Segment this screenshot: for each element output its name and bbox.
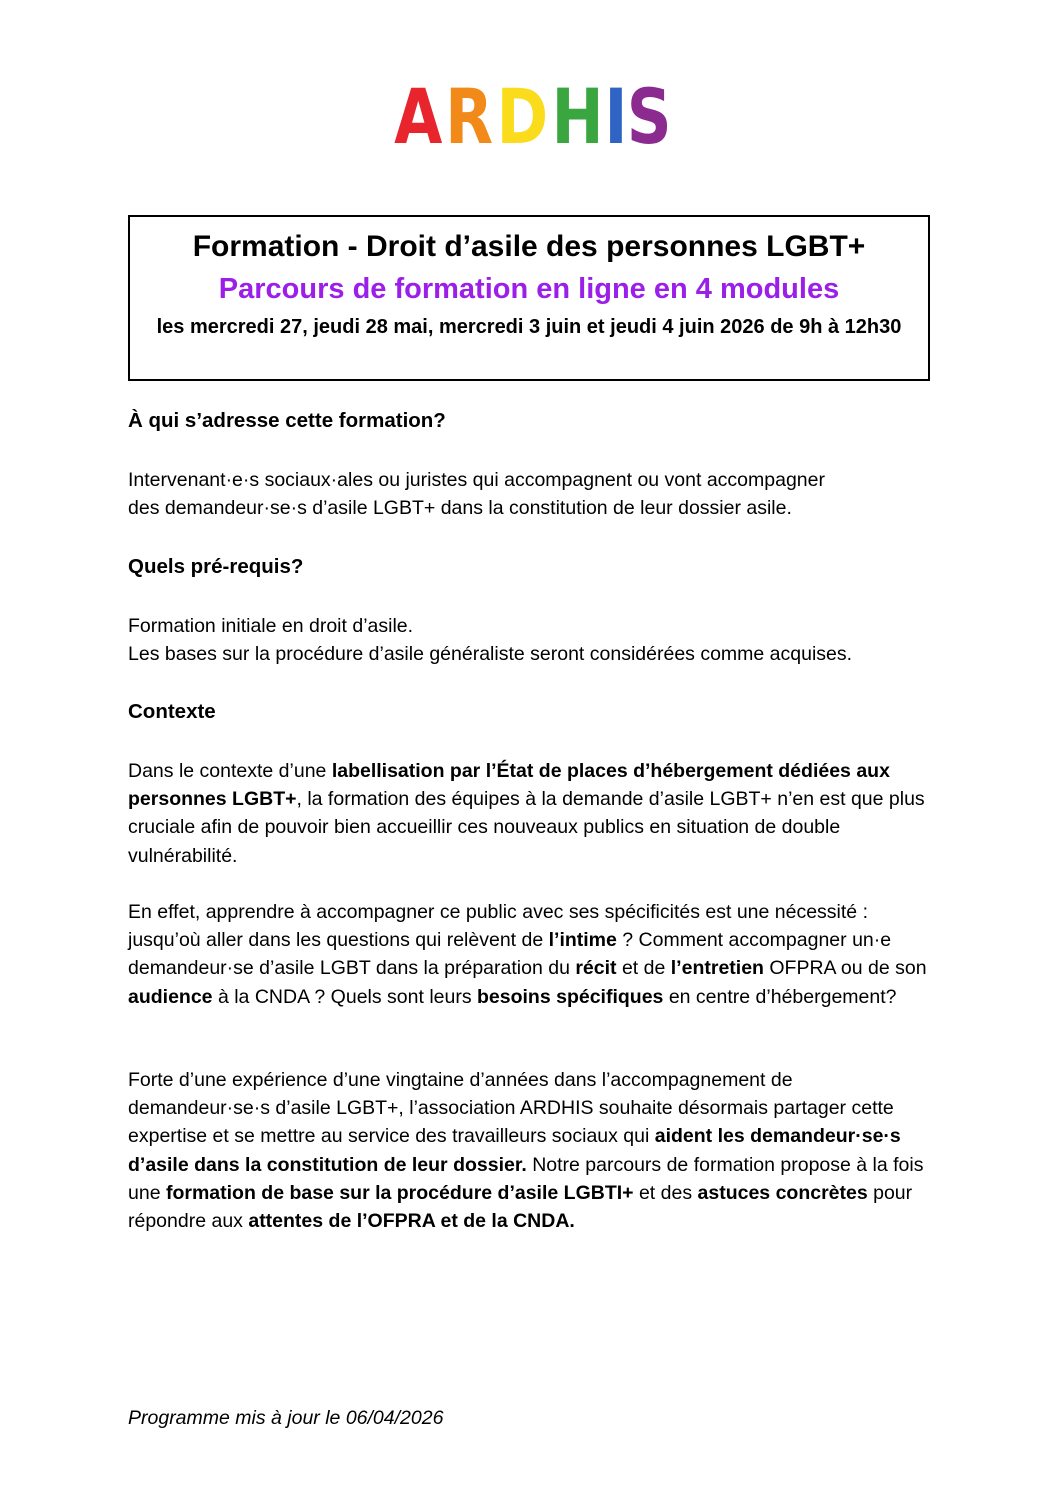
body-text: En effet, apprendre à accompagner ce public avec ses spécificités est une nécessité : jusqu’où aller dans les questions qui relèvent de bbox=[128, 901, 868, 952]
context-paragraph-3 bbox=[128, 1066, 938, 1235]
emphasis-text: l’entretien bbox=[670, 957, 764, 980]
prerequisites-text bbox=[128, 612, 938, 668]
emphasis-text: astuces concrètes bbox=[697, 1181, 868, 1204]
heading-context: Contexte bbox=[128, 700, 216, 723]
emphasis-text: audience bbox=[128, 985, 213, 1008]
prereq-line-1: Formation initiale en droit d’asile. bbox=[128, 615, 414, 637]
emphasis-text: formation de base sur la procédure d’asile LGBTI+ bbox=[165, 1181, 634, 1204]
emphasis-text: attentes de l’OFPRA et de la CNDA. bbox=[248, 1210, 575, 1233]
logo-letter: A bbox=[394, 72, 442, 161]
page-subtitle: Parcours de formation en ligne en 4 modules bbox=[218, 273, 840, 305]
audience-text bbox=[128, 466, 938, 522]
title-box bbox=[128, 215, 930, 381]
context-paragraph-1 bbox=[128, 757, 938, 870]
audience-line-1: Intervenant·e·s sociaux·ales ou juristes qui accompagnent ou vont accompagner bbox=[128, 469, 825, 491]
body-text: pour répondre aux bbox=[128, 1181, 913, 1233]
body-text: Notre parcours de formation propose à la fois une bbox=[128, 1153, 924, 1204]
logo-letter: S bbox=[626, 72, 670, 161]
update-note: Programme mis à jour le 06/04/2026 bbox=[128, 1407, 444, 1429]
logo-letter: D bbox=[496, 72, 547, 161]
logo-letter: R bbox=[445, 72, 492, 161]
body-text: Dans le contexte d’une bbox=[128, 760, 332, 782]
body-text: et des bbox=[633, 1181, 698, 1204]
heading-audience: À qui s’adresse cette formation? bbox=[128, 409, 446, 432]
ardhis-logo bbox=[394, 72, 670, 161]
page-title: Formation - Droit d’asile des personnes LGBT+ bbox=[192, 230, 866, 263]
logo-letter: I bbox=[603, 72, 626, 161]
emphasis-text: labellisation par l’État de places d’hébergement dédiées aux personnes LGBT+ bbox=[128, 760, 890, 811]
logo-letter: H bbox=[551, 72, 602, 161]
prereq-line-2: Les bases sur la procédure d’asile généraliste seront considérées comme acquises. bbox=[128, 643, 853, 666]
emphasis-text: besoins spécifiques bbox=[477, 985, 664, 1008]
emphasis-text: aident les demandeur·se·s d’asile dans la constitution de leur dossier. bbox=[128, 1125, 901, 1176]
body-text: , la formation des équipes à la demande d’asile LGBT+ n’en est que plus cruciale afin de pouvoir bien accueillir ces nouveaux publics en situation de double vulnérabilité. bbox=[128, 788, 925, 867]
body-text: OFPRA ou de son bbox=[763, 957, 927, 980]
body-text: en centre d’hébergement? bbox=[663, 985, 897, 1008]
context-paragraph-2 bbox=[128, 898, 938, 1011]
training-dates: les mercredi 27, jeudi 28 mai, mercredi 3 juin et jeudi 4 juin 2026 de 9h à 12h30 bbox=[156, 316, 902, 338]
emphasis-text: récit bbox=[575, 957, 617, 980]
heading-prerequisites: Quels pré-requis? bbox=[128, 555, 304, 578]
body-text: Forte d’une expérience d’une vingtaine d’années dans l’accompagnement de demandeur·se·s d’asile LGBT+, l’association ARDHIS souhaite désormais partager cette expertise et se mettre au service des travailleurs sociaux qui bbox=[128, 1069, 894, 1148]
body-text: à la CNDA ? Quels sont leurs bbox=[212, 985, 477, 1008]
audience-line-2: des demandeur·se·s d’asile LGBT+ dans la constitution de leur dossier asile. bbox=[128, 497, 792, 520]
body-text: ? Comment accompagner un·e demandeur·se d’asile LGBT dans la préparation du bbox=[128, 929, 892, 980]
emphasis-text: l’intime bbox=[548, 929, 617, 952]
body-text: et de bbox=[616, 957, 671, 980]
